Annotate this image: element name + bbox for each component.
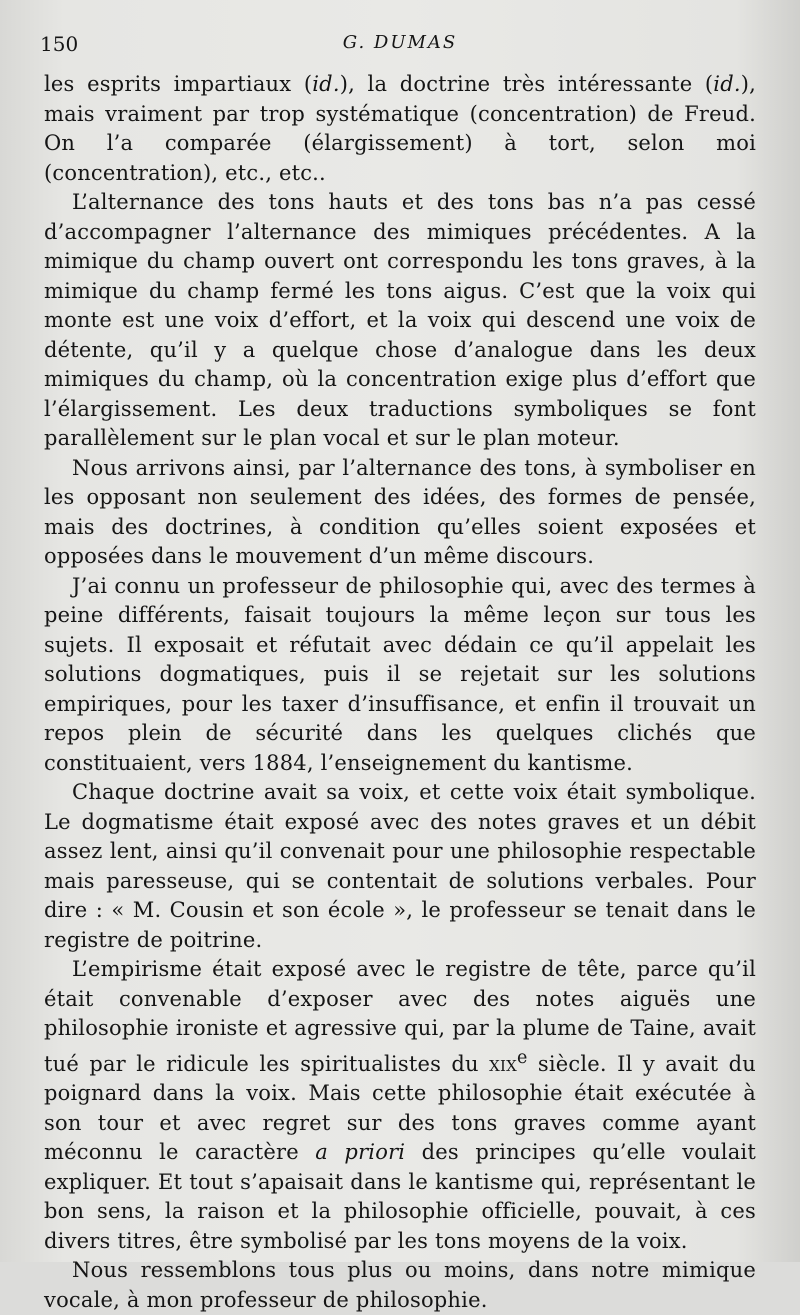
paragraph-symbolize [44,454,756,572]
paragraph-text: Nous ressemblons tous plus ou moins, dans notre mimique vocale, à mon professeur de philosophie. [44,1258,756,1312]
italic-term: id. [713,72,741,96]
paragraph-text-part: L’empirisme était exposé avec le registre de tête, parce qu’il était convenable d’exposer avec des notes aiguës une philosophie ironiste et agressive qui, par la plume de Taine, avait tué par le ridicule les spiritualistes du [44,957,756,1076]
paragraph-doctrine-voice [44,778,756,955]
italic-term: a priori [315,1140,406,1164]
paragraph-text: Nous arrivons ainsi, par l’alternance des tons, à symboliser en les opposant non seulement des idées, des formes de pensée, mais des doctrines, à condition qu’elles soient exposées et opposées dans le mouvement d’un même discours. [44,455,756,568]
paragraph-continued [44,70,756,188]
paragraph-text-part: siècle. Il y avait du poignard dans la voix. Mais cette philosophie était exécutée à son tour et avec regret sur des tons graves comme ayant méconnu le caractère [44,1051,756,1164]
paragraph-empiricism [44,955,756,1256]
century-numeral: xix [489,1051,517,1076]
paragraph-text: Chaque doctrine avait sa voix, et cette voix était symbolique. Le dogmatisme était exposé avec des notes graves et un débit assez lent, ainsi qu’il convenait pour une philosophie respectable mais paresseuse, qui se contentait de solutions verbales. Pour dire : « M. Cousin et son école », le professeur se tenait dans le registre de poitrine. [44,780,756,952]
running-head: G. DUMAS [342,32,458,53]
paragraph-text: L’alternance des tons hauts et des tons bas n’a pas cessé d’accompagner l’alternance des mimiques précédentes. A la mimique du champ ouvert ont correspondu les tons graves, à la mimique du champ fermé les tons aigus. C’est que la voix qui monte est une voix d’effort, et la voix qui descend une voix de détente, qu’il y a quelque chose d’analogue dans les deux mimiques du champ, où la concentration exige plus d’effort que l’élargissement. Les deux traductions symboliques se font parallèlement sur le plan vocal et sur le plan moteur. [44,190,756,450]
century-superscript: e [516,1047,528,1068]
paragraph-text-part: des principes qu’elle voulait expliquer. Et tout s’apaisait dans le kantisme qui, représentant le bon sens, la raison et la philosophie officielle, pouvait, à ces divers titres, être symbolisé par les tons moyens de la voix. [44,1140,756,1253]
italic-term: id. [312,72,340,96]
paragraph-professor [44,572,756,779]
paragraph-tones [44,188,756,454]
paragraph-text: les esprits impartiaux (id.), la doctrine très intéressante (id.), mais vraiment par trop systématique (concentration) de Freud. On l’a comparée (élargissement) à tort, selon moi (concentration), etc., etc.. [44,72,757,185]
paragraph-conclusion [44,1256,756,1315]
page-header [40,30,760,60]
paragraph-text: J’ai connu un professeur de philosophie qui, avec des termes à peine différents, faisait toujours la même leçon sur tous les sujets. Il exposait et réfutait avec dédain ce qu’il appelait les solutions dogmatiques, puis il se rejetait sur les solutions empiriques, pour les taxer d’insuffisance, et enfin il trouvait un repos plein de sécurité dans les quelques clichés que constituaient, vers 1884, l’enseignement du kantisme. [44,573,756,775]
page-number: 150 [40,32,79,56]
body-text [44,70,756,1315]
